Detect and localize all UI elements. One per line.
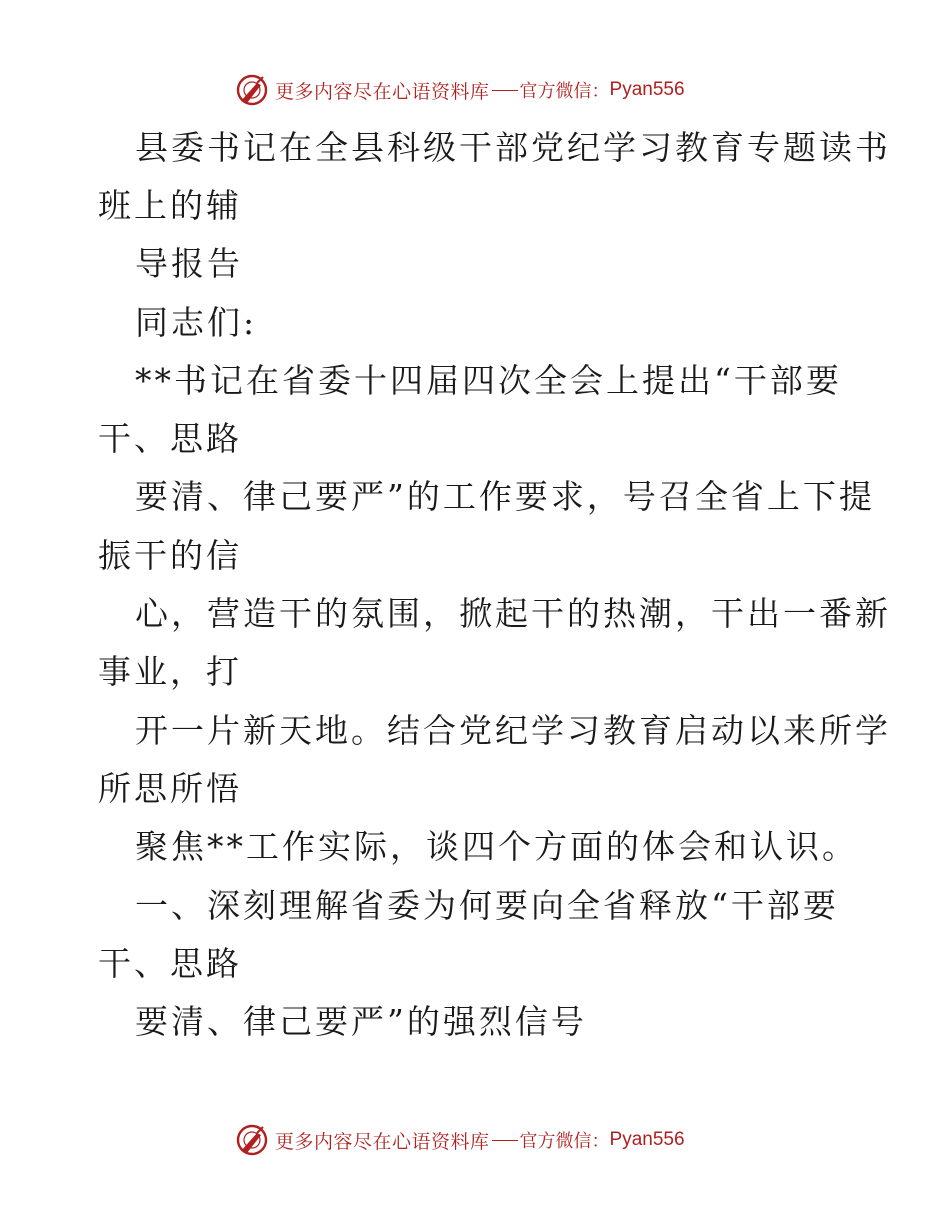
watermark-wechat-label: 官方微信： <box>519 81 610 102</box>
title-line-3: 导报告 <box>135 244 243 283</box>
section-heading-line: 一、深刻理解省委为何要向全省释放“干部要 <box>135 886 839 925</box>
body-line: 聚焦**工作实际，谈四个方面的体会和认识。 <box>135 827 858 866</box>
salutation: 同志们: <box>135 303 258 342</box>
body-line: 开一片新天地。结合党纪学习教育启动以来所学 <box>135 711 891 750</box>
watermark-wechat-label: 官方微信： <box>519 1131 610 1152</box>
title-line-2: 班上的辅 <box>98 186 242 225</box>
header-watermark <box>0 70 950 110</box>
body-line: 要清、律己要严”的工作要求，号召全省上下提 <box>135 477 875 516</box>
body-line: 事业，打 <box>98 652 242 691</box>
body-line: 心，营造干的氛围，掀起干的热潮，干出一番新 <box>135 594 891 633</box>
body-line: 所思所悟 <box>98 769 242 808</box>
watermark-wechat-id: Pyan556 <box>609 1129 685 1150</box>
watermark-brand: 更多内容尽在心语资料库 <box>275 1130 490 1153</box>
pen-logo-icon <box>235 1123 269 1157</box>
body-line: 振干的信 <box>98 536 242 575</box>
section-heading-line: 干、思路 <box>98 944 242 983</box>
body-line: **书记在省委十四届四次全会上提出“干部要 <box>135 361 842 400</box>
watermark-dash <box>492 1140 518 1141</box>
body-line: 干、思路 <box>98 419 242 458</box>
pen-logo-icon <box>235 73 269 107</box>
section-heading-line: 要清、律己要严”的强烈信号 <box>135 1002 587 1041</box>
title-line-1: 县委书记在全县科级干部党纪学习教育专题读书 <box>135 128 891 167</box>
watermark-dash <box>492 90 518 91</box>
watermark-wechat-id: Pyan556 <box>609 79 685 100</box>
watermark-brand: 更多内容尽在心语资料库 <box>275 80 490 103</box>
footer-watermark <box>0 1120 950 1160</box>
